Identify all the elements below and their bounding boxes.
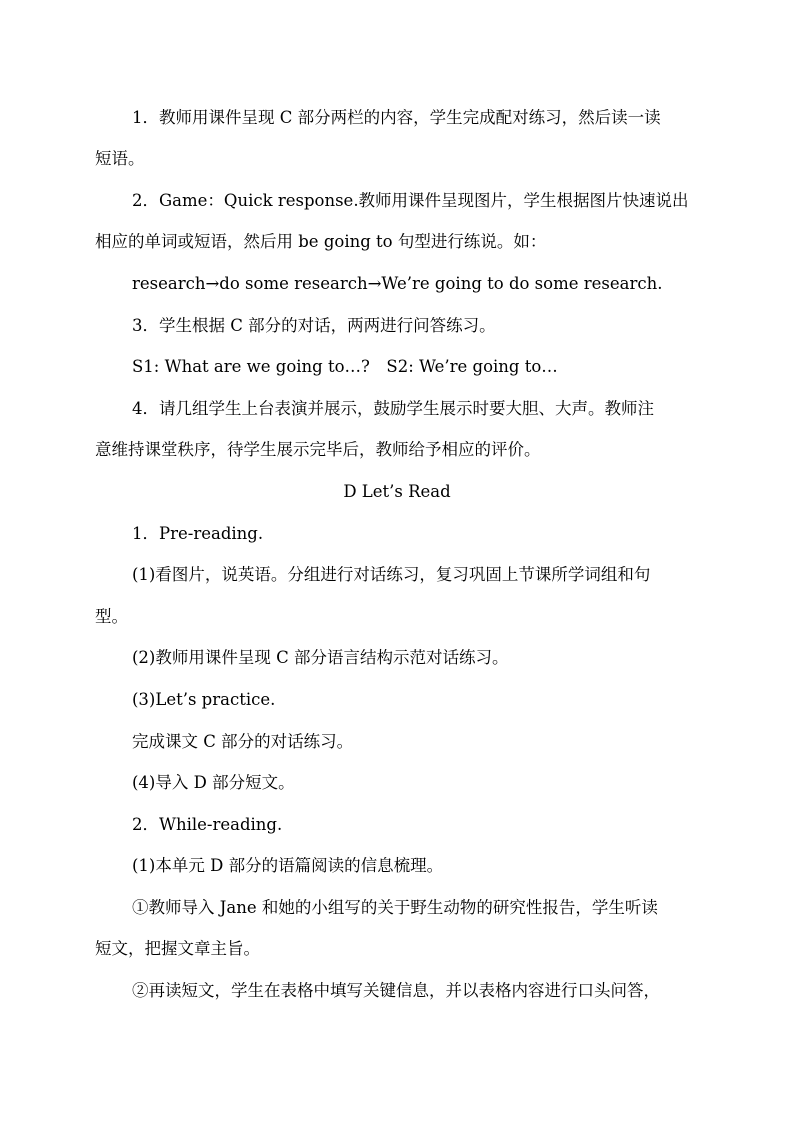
pre-reading-item-2: (2)教师用课件呈现 C 部分语言结构示范对话练习。: [132, 648, 509, 667]
step-2-text-cont: 相应的单词或短语，然后用 be going to 句型进行练说。如：: [95, 232, 547, 251]
step-4-text: 4．请几组学生上台表演并展示，鼓励学生展示时要大胆、大声。教师注: [132, 399, 654, 418]
pre-reading-heading: 1．Pre-reading.: [132, 524, 264, 543]
while-reading-heading: 2．While-reading.: [132, 815, 283, 834]
pre-reading-item-3: (3)Let’s practice.: [132, 690, 276, 709]
step-3-text: 3．学生根据 C 部分的对话，两两进行问答练习。: [132, 316, 496, 335]
step-1-text: 1．教师用课件呈现 C 部分两栏的内容，学生完成配对练习，然后读一读: [132, 108, 661, 127]
while-reading-subitem-2: ②再读短文，学生在表格中填写关键信息，并以表格内容进行口头问答，: [132, 981, 660, 1000]
while-reading-item-1: (1)本单元 D 部分的语篇阅读的信息梳理。: [132, 856, 444, 875]
while-reading-subitem-1: ①教师导入 Jane 和她的小组写的关于野生动物的研究性报告，学生听读: [132, 898, 658, 917]
step-2-text: 2．Game：Quick response.教师用课件呈现图片，学生根据图片快速说出: [132, 191, 689, 210]
pre-reading-item-1: (1)看图片，说英语。分组进行对话练习，复习巩固上节课所学词组和句: [132, 565, 651, 584]
example-chain: research→do some research→We’re going to do some research.: [132, 274, 663, 293]
while-reading-subitem-1-cont: 短文，把握文章主旨。: [95, 939, 260, 958]
pre-reading-item-3-detail: 完成课文 C 部分的对话练习。: [132, 732, 354, 751]
pre-reading-item-1-cont: 型。: [95, 607, 128, 626]
step-4-text-cont: 意维持课堂秩序，待学生展示完毕后，教师给予相应的评价。: [95, 440, 541, 459]
step-1-text-cont: 短语。: [95, 149, 145, 168]
pre-reading-item-4: (4)导入 D 部分短文。: [132, 773, 295, 792]
section-heading: D Let’s Read: [343, 482, 451, 501]
dialogue-example: S1: What are we going to…? S2: We’re going to…: [132, 357, 558, 376]
